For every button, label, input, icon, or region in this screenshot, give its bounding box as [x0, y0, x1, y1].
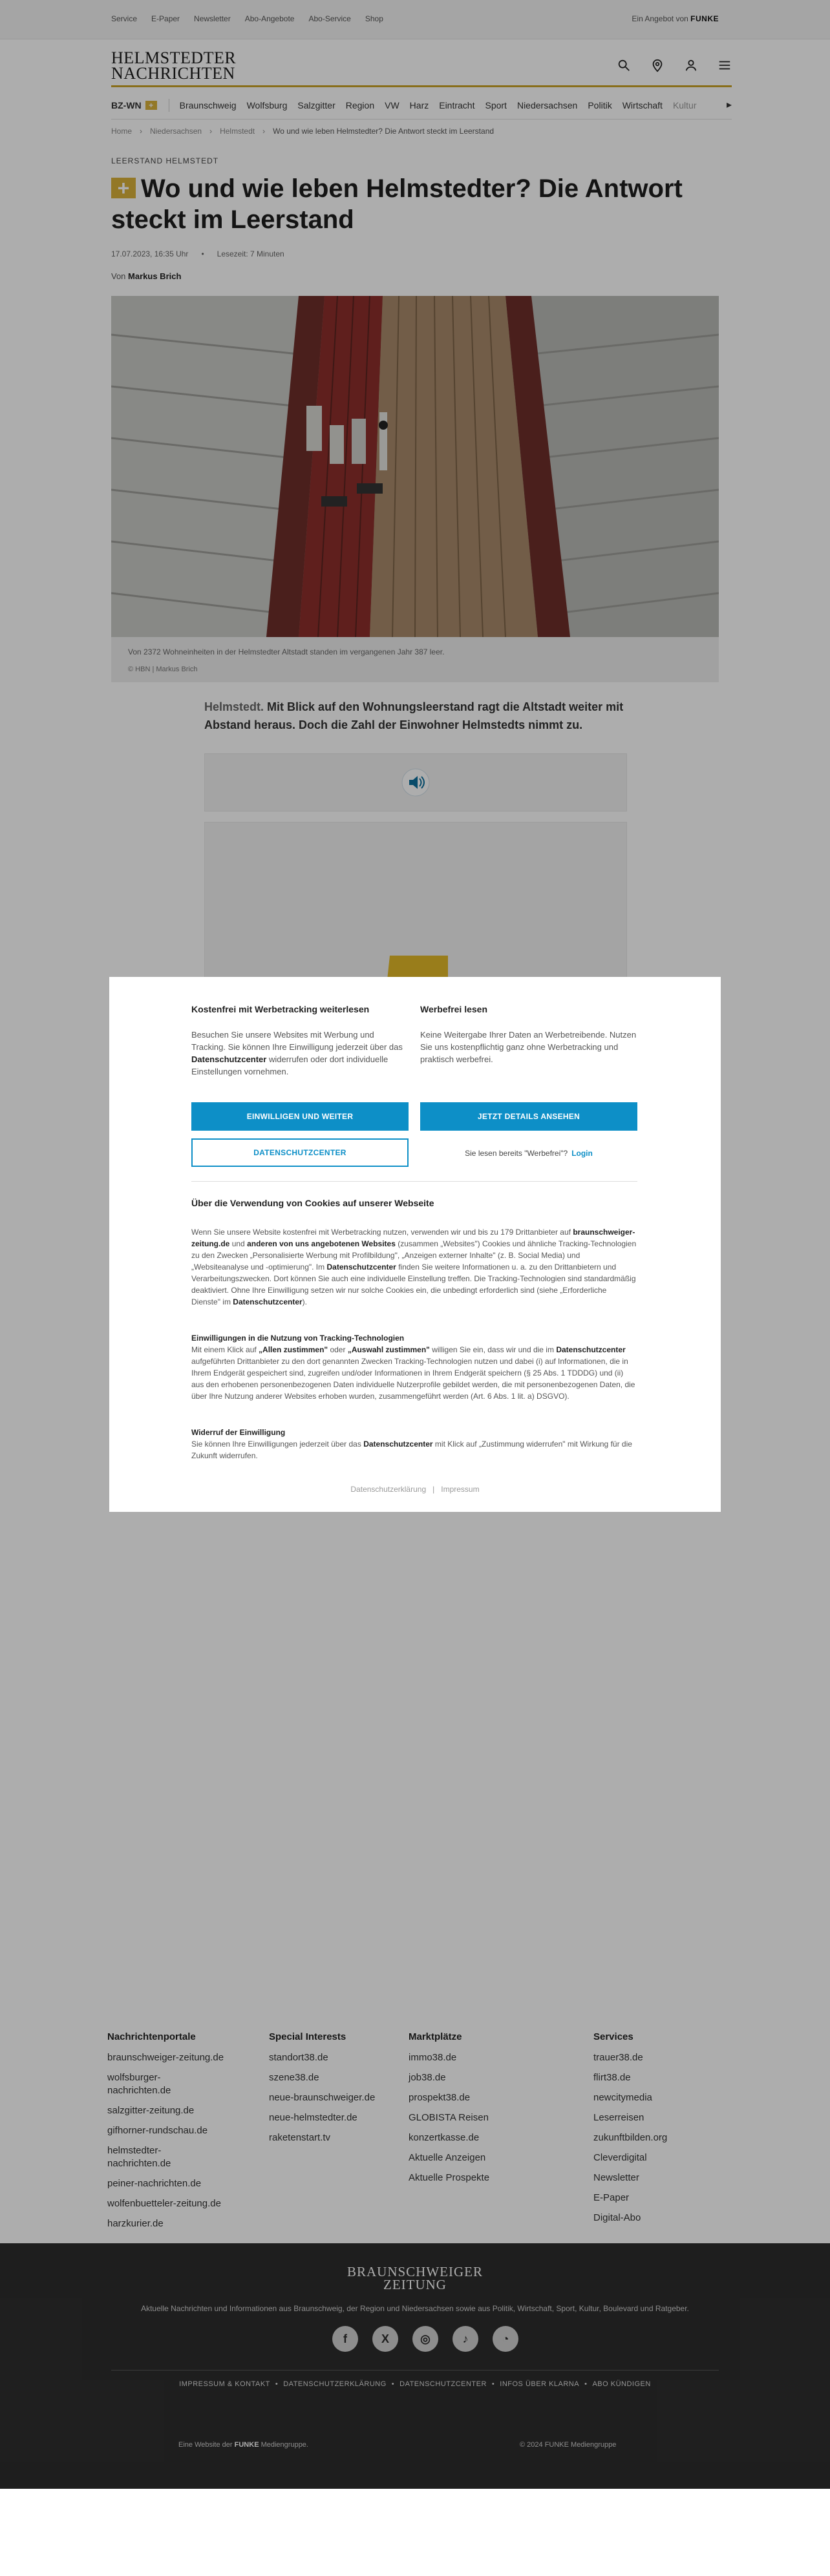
footer-link[interactable]: harzkurier.de	[107, 2218, 164, 2229]
breadcrumb-separator: ›	[140, 127, 143, 136]
footer-link[interactable]: Aktuelle Prospekte	[409, 2172, 490, 2183]
footer-tagline: Aktuelle Nachrichten und Informationen aus Braunschweig, der Region und Niedersachsen sowie aus Politik, Wirtschaft, Sport, Kultur, Boulevard und Ratgeber.	[141, 2304, 689, 2313]
already-subscriber-text: Sie lesen bereits "Werbefrei"?	[465, 1149, 568, 1158]
footer-link[interactable]: job38.de	[409, 2072, 446, 2083]
bullet: •	[275, 2380, 279, 2388]
breadcrumb-home[interactable]: Home	[111, 127, 133, 136]
abo-kuendigen-link[interactable]: ABO KÜNDIGEN	[592, 2380, 651, 2388]
consent-divider	[191, 1181, 637, 1182]
nav-item-region[interactable]: Region	[345, 100, 375, 110]
p1-text-c: und	[231, 1239, 245, 1248]
breadcrumb-niedersachsen[interactable]: Niedersachsen	[150, 127, 202, 136]
footer-link[interactable]: E-Paper	[593, 2192, 630, 2203]
chevron-right-icon[interactable]: ▸	[726, 99, 732, 110]
accept-and-continue-button[interactable]: EINWILLIGEN UND WEITER	[191, 1102, 409, 1131]
footer-link[interactable]: Newsletter	[593, 2172, 639, 2183]
impressum-link[interactable]: IMPRESSUM & KONTAKT	[179, 2380, 270, 2388]
nav-item-salzgitter[interactable]: Salzgitter	[297, 100, 335, 110]
footer-logo-line-2: ZEITUNG	[383, 2277, 447, 2292]
article-read-time: Lesezeit: 7 Minuten	[217, 249, 284, 258]
p2-allen-zustimmen: „Allen zustimmen"	[259, 1345, 328, 1354]
p1-text-f: ).	[302, 1297, 308, 1306]
newsletter-link[interactable]: Newsletter	[194, 14, 231, 23]
consent-adfree-column	[420, 1004, 637, 1065]
footer-link[interactable]: Leserreisen	[593, 2112, 644, 2123]
nav-item-braunschweig[interactable]: Braunschweig	[179, 100, 237, 110]
p3-title: Widerruf der Einwilligung	[191, 1428, 286, 1437]
p1-datenschutzcenter-link-2[interactable]: Datenschutzcenter	[233, 1297, 303, 1306]
plus-icon: +	[145, 101, 157, 110]
klarna-info-link[interactable]: INFOS ÜBER KLARNA	[500, 2380, 580, 2388]
image-credit: © HBN | Markus Brich	[128, 665, 198, 673]
footer-link[interactable]: konzertkasse.de	[409, 2132, 480, 2143]
lead-location: Helmstedt.	[204, 700, 264, 713]
nav-item-wolfsburg[interactable]: Wolfsburg	[246, 100, 288, 110]
lead-text: Mit Blick auf den Wohnungsleerstand ragt die Altstadt weiter mit Abstand heraus. Doch die Zahl der Einwohner Helmstedts nimmt zu.	[204, 700, 624, 731]
footer-link[interactable]: neue-helmstedter.de	[269, 2112, 357, 2123]
bullet: •	[201, 249, 204, 258]
instagram-icon[interactable]: ◎	[412, 2326, 438, 2352]
p3-text-a: Sie können Ihre Einwilligungen jederzeit über das	[191, 1440, 361, 1449]
datenschutzcenter-inline-link[interactable]: Datenschutzcenter	[191, 1054, 267, 1064]
abo-service-link[interactable]: Abo-Service	[308, 14, 351, 23]
footer-column-title: Special Interests	[269, 2031, 346, 2042]
view-details-button[interactable]: JETZT DETAILS ANSEHEN	[420, 1102, 637, 1131]
footer-link[interactable]: raketenstart.tv	[269, 2132, 331, 2143]
publisher-suffix: Mediengruppe.	[261, 2441, 308, 2449]
link-separator: |	[432, 1485, 435, 1494]
bullet: •	[584, 2380, 588, 2388]
cookie-paragraph-2	[191, 1332, 637, 1402]
footer-column-title: Marktplätze	[409, 2031, 462, 2042]
footer-link[interactable]: flirt38.de	[593, 2072, 631, 2083]
cookie-paragraph-3	[191, 1427, 637, 1461]
breadcrumb-current: Wo und wie leben Helmstedter? Die Antwort steckt im Leerstand	[273, 127, 495, 136]
footer-link[interactable]: zukunftbilden.org	[593, 2132, 668, 2143]
consent-free-title: Kostenfrei mit Werbetracking weiterlesen	[191, 1004, 370, 1014]
publisher-brand[interactable]: FUNKE	[234, 2441, 259, 2449]
footer-link[interactable]: standort38.de	[269, 2052, 328, 2063]
p3-datenschutzcenter-link[interactable]: Datenschutzcenter	[363, 1440, 433, 1449]
privacy-policy-link[interactable]: Datenschutzerklärung	[350, 1485, 427, 1494]
p3-text-c: mit Klick auf „Zustimmung widerrufen" mit Wirkung für die Zukunft widerrufen.	[191, 1440, 632, 1460]
footer-link[interactable]: gifhorner-rundschau.de	[107, 2125, 208, 2136]
consent-free-text-1: Besuchen Sie unsere Websites mit Werbung und Tracking. Sie können Ihre Einwilligung jederzeit über das	[191, 1030, 403, 1052]
footer-link[interactable]: Digital-Abo	[593, 2212, 641, 2223]
tiktok-icon[interactable]: ♪	[452, 2326, 478, 2352]
footer-link[interactable]: neue-braunschweiger.de	[269, 2092, 376, 2103]
logo-line-1: HELMSTEDTER	[111, 48, 237, 67]
facebook-icon[interactable]: f	[332, 2326, 358, 2352]
nav-item-harz[interactable]: Harz	[409, 100, 429, 110]
consent-free-column	[191, 1004, 409, 1078]
p1-other-sites-link[interactable]: anderen von uns angebotenen Websites	[247, 1239, 396, 1248]
abo-angebote-link[interactable]: Abo-Angebote	[244, 14, 295, 23]
epaper-link[interactable]: E-Paper	[151, 14, 180, 23]
footer-link[interactable]: trauer38.de	[593, 2052, 643, 2063]
plus-icon: +	[111, 178, 136, 198]
author-prefix: Von	[111, 271, 126, 281]
footer-link[interactable]: salzgitter-zeitung.de	[107, 2105, 195, 2116]
footer-logo-line-1: BRAUNSCHWEIGER	[346, 2264, 483, 2279]
p1-text-a: Wenn Sie unsere Website kostenfrei mit Werbetracking nutzen, verwenden wir und bis zu 179 Drittanbieter auf	[191, 1228, 571, 1237]
login-link[interactable]: Login	[571, 1149, 593, 1158]
nav-item-eintracht[interactable]: Eintracht	[439, 100, 475, 110]
article-title-text: Wo und wie leben Helmstedter? Die Antwort steckt im Leerstand	[111, 174, 683, 234]
footer-copyright: © 2024 FUNKE Mediengruppe	[520, 2441, 617, 2449]
footer-link[interactable]: helmstedter-nachrichten.de	[107, 2145, 171, 2169]
image-caption: Von 2372 Wohneinheiten in der Helmstedter Altstadt standen im vergangenen Jahr 387 leer.	[128, 647, 445, 656]
p1-text-d: (zusammen „Websites") Cookies und ähnliche Tracking-Technologien zu den Zwecken „Personalisierte Werbung mit Profilbildung", „Anzeigen externer Inhalte" (z. B. Social Media) und „Websiteanalyse und -optimierung". Im	[191, 1239, 637, 1272]
breadcrumb-helmstedt[interactable]: Helmstedt	[220, 127, 255, 136]
consent-dialog	[109, 977, 721, 1512]
cookie-paragraph-1	[191, 1226, 637, 1308]
nav-item-politik[interactable]: Politik	[588, 100, 612, 110]
nav-item-niedersachsen[interactable]: Niedersachsen	[516, 100, 578, 110]
p1-text-e: finden Sie weitere Informationen u. a. zu den Drittanbietern und Verarbeitungszwecken. Dort können Sie auch eine individuelle Einstellung treffen. Die Tracking-Technologien sind standardmäßig deaktiviert. Ohne Ihre Einwilligung setzen wir nur solche Cookies ein, die unbedingt erforderlich sind (siehe „Erforderliche Dienste" im	[191, 1262, 636, 1306]
footer-column-title: Nachrichtenportale	[107, 2031, 196, 2042]
shop-link[interactable]: Shop	[365, 14, 383, 23]
footer-column-title: Services	[593, 2031, 633, 2042]
imprint-link[interactable]: Impressum	[441, 1485, 480, 1494]
footer-link[interactable]: Aktuelle Anzeigen	[409, 2152, 486, 2163]
consent-free-text	[191, 1029, 409, 1078]
p2-text-a: Mit einem Klick auf	[191, 1345, 257, 1354]
footer-link[interactable]: peiner-nachrichten.de	[107, 2178, 202, 2189]
datenschutzerklaerung-link[interactable]: DATENSCHUTZERKLÄRUNG	[283, 2380, 387, 2388]
bzwn-label: BZ-WN	[111, 100, 142, 110]
p2-text-e: aufgeführten Drittanbieter zu den dort genannten Zwecken Tracking-Technologien nutzen und dabei (i) auf Informationen, die in Ihrem Endgerät gespeichert sind, zugreifen und/oder Informationen in Ihrem Endgerät speichern (§ 25 Abs. 1 TDDDG) und (ii) aus den erhobenen personenbezogenen Daten individuelle Nutzerprofile gebildet werden, die mit personenbezogenen Daten, die über Ihre Nutzung anderer Websites erhoben wurden, zusammengeführt werden (Art. 6 Abs. 1 lit. a) DSGVO).	[191, 1357, 635, 1401]
logo-line-2: NACHRICHTEN	[111, 64, 235, 83]
footer-link[interactable]: szene38.de	[269, 2072, 319, 2083]
footer-link[interactable]: immo38.de	[409, 2052, 457, 2063]
consent-adfree-text: Keine Weitergabe Ihrer Daten an Werbetreibende. Nutzen Sie uns kostenpflichtig ganz ohne Werbetracking und praktisch werbefrei.	[420, 1030, 637, 1064]
footer-link[interactable]: newcitymedia	[593, 2092, 652, 2103]
consent-adfree-title: Werbefrei lesen	[420, 1004, 488, 1014]
consent-footer-links	[109, 1485, 721, 1494]
article-date: 17.07.2023, 16:35 Uhr	[111, 249, 189, 258]
nav-item-vw[interactable]: VW	[385, 100, 399, 110]
funke-brand: FUNKE	[690, 14, 719, 23]
breadcrumb-separator: ›	[209, 127, 213, 136]
service-menu-link[interactable]: Service	[111, 14, 138, 23]
nav-item-wirtschaft[interactable]: Wirtschaft	[622, 100, 663, 110]
p1-datenschutzcenter-link[interactable]: Datenschutzcenter	[326, 1262, 396, 1272]
article-kicker: LEERSTAND HELMSTEDT	[111, 156, 219, 165]
privacy-center-button[interactable]: DATENSCHUTZCENTER	[191, 1138, 409, 1167]
publisher-prefix: Eine Website der	[178, 2441, 233, 2449]
p2-auswahl-zustimmen: „Auswahl zustimmen"	[347, 1345, 430, 1354]
nav-item-sport[interactable]: Sport	[485, 100, 507, 110]
footer-link[interactable]: wolfenbuetteler-zeitung.de	[107, 2198, 221, 2209]
p2-text-c: oder	[330, 1345, 346, 1354]
offer-prefix: Ein Angebot von	[632, 14, 688, 23]
breadcrumb-separator: ›	[262, 127, 266, 136]
footer-link[interactable]: Cleverdigital	[593, 2152, 647, 2163]
footer-link[interactable]: GLOBISTA Reisen	[409, 2112, 489, 2123]
p2-text-d: willigen Sie ein, dass wir und die im	[432, 1345, 554, 1354]
footer-link[interactable]: wolfsburger-nachrichten.de	[107, 2072, 171, 2096]
already-subscriber	[420, 1149, 637, 1158]
p2-datenschutzcenter-link[interactable]: Datenschutzcenter	[556, 1345, 626, 1354]
bullet: •	[491, 2380, 495, 2388]
x-icon[interactable]: X	[372, 2326, 398, 2352]
p2-title: Einwilligungen in die Nutzung von Tracking-Technologien	[191, 1334, 405, 1343]
footer-link[interactable]: braunschweiger-zeitung.de	[107, 2052, 224, 2063]
cookie-section-title: Über die Verwendung von Cookies auf unserer Webseite	[191, 1198, 434, 1208]
author-name[interactable]: Markus Brich	[128, 271, 182, 281]
footer-link[interactable]: prospekt38.de	[409, 2092, 471, 2103]
bullet: •	[391, 2380, 395, 2388]
rss-icon[interactable]: ◔	[493, 2326, 518, 2352]
nav-item-kultur[interactable]: Kultur	[672, 100, 697, 110]
consent-free-text-2: widerrufen oder dort individuelle Einstellungen vornehmen.	[191, 1054, 388, 1076]
datenschutzcenter-link[interactable]: DATENSCHUTZCENTER	[399, 2380, 487, 2388]
p1-site-link[interactable]: braunschweiger-zeitung.de	[191, 1228, 635, 1248]
